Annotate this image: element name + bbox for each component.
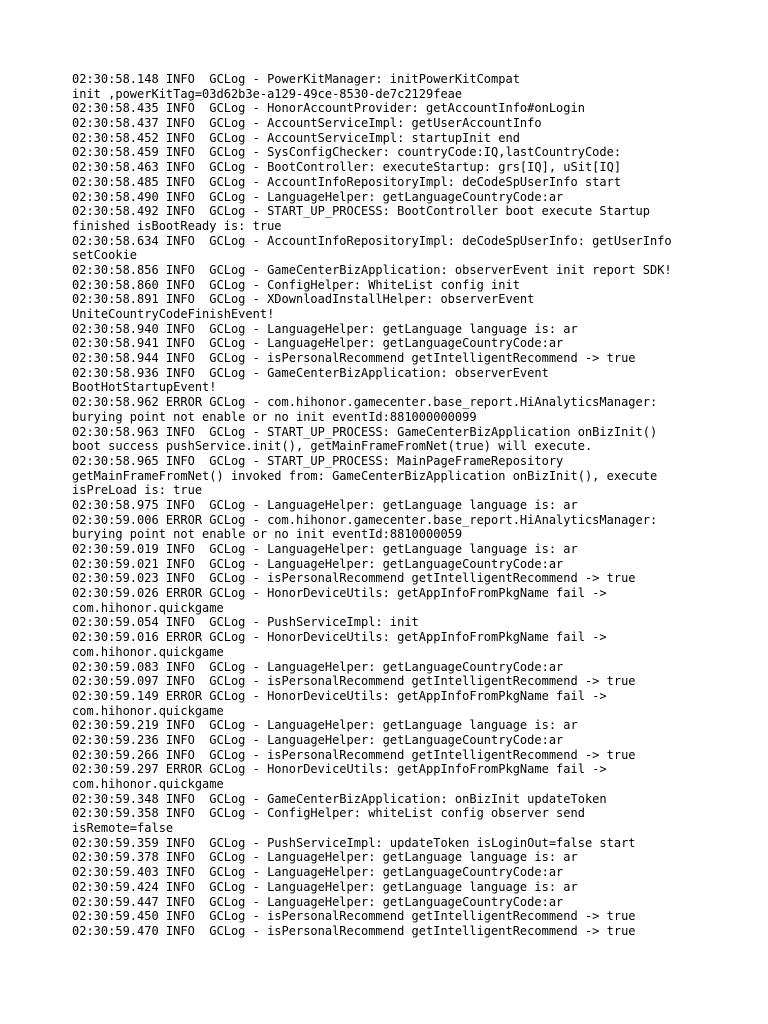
- log-line: 02:30:58.940 INFO GCLog - LanguageHelper: getLanguage language is: ar: [72, 321, 578, 336]
- log-line: 02:30:59.297 ERROR GCLog - HonorDeviceUtils: getAppInfoFromPkgName fail ->: [72, 762, 607, 777]
- log-line: getMainFrameFromNet() invoked from: GameCenterBizApplication onBizInit(), execute: [72, 468, 658, 483]
- log-line: 02:30:59.023 INFO GCLog - isPersonalRecommend getIntelligentRecommend -> true: [72, 571, 636, 586]
- log-line: 02:30:58.963 INFO GCLog - START_UP_PROCESS: GameCenterBizApplication onBizInit(): [72, 424, 658, 439]
- log-line: 02:30:59.149 ERROR GCLog - HonorDeviceUtils: getAppInfoFromPkgName fail ->: [72, 688, 607, 703]
- log-line: 02:30:58.452 INFO GCLog - AccountServiceImpl: startupInit end: [72, 130, 520, 145]
- log-line: setCookie: [72, 248, 138, 263]
- log-line: 02:30:58.962 ERROR GCLog - com.hihonor.gamecenter.base_report.HiAnalyticsManager:: [72, 395, 658, 410]
- log-line: 02:30:58.492 INFO GCLog - START_UP_PROCESS: BootController boot execute Startup: [72, 204, 650, 219]
- log-line: 02:30:59.019 INFO GCLog - LanguageHelper: getLanguage language is: ar: [72, 542, 578, 556]
- log-line: 02:30:58.860 INFO GCLog - ConfigHelper: WhiteList config init: [72, 277, 520, 292]
- log-line: 02:30:59.006 ERROR GCLog - com.hihonor.gamecenter.base_report.HiAnalyticsManager:: [72, 512, 658, 527]
- log-line: 02:30:59.021 INFO GCLog - LanguageHelper: getLanguageCountryCode:ar: [72, 556, 564, 571]
- log-line: 02:30:58.944 INFO GCLog - isPersonalRecommend getIntelligentRecommend -> true: [72, 351, 636, 366]
- log-line: 02:30:59.348 INFO GCLog - GameCenterBizApplication: onBizInit updateToken: [72, 791, 607, 806]
- log-line: 02:30:59.219 INFO GCLog - LanguageHelper: getLanguage language is: ar: [72, 718, 578, 733]
- log-line: 02:30:59.054 INFO GCLog - PushServiceImpl: init: [72, 615, 419, 630]
- log-line: com.hihonor.quickgame: [72, 644, 224, 659]
- log-line: 02:30:58.490 INFO GCLog - LanguageHelper: getLanguageCountryCode:ar: [72, 189, 564, 204]
- log-line: 02:30:58.463 INFO GCLog - BootController: executeStartup: grs[IQ], uSit[IQ]: [72, 160, 622, 175]
- log-line: 02:30:59.236 INFO GCLog - LanguageHelper: getLanguageCountryCode:ar: [72, 732, 564, 747]
- log-line: 02:30:59.266 INFO GCLog - isPersonalRecommend getIntelligentRecommend -> true: [72, 747, 636, 762]
- log-line: isRemote=false: [72, 821, 174, 836]
- log-line: 02:30:58.965 INFO GCLog - START_UP_PROCESS: MainPageFrameRepository: [72, 453, 564, 468]
- log-line: burying point not enable or no init eventId:881000000099: [72, 409, 477, 424]
- log-line: 02:30:58.148 INFO GCLog - PowerKitManager: initPowerKitCompat: [72, 72, 520, 86]
- log-line: 02:30:59.016 ERROR GCLog - HonorDeviceUtils: getAppInfoFromPkgName fail ->: [72, 630, 607, 645]
- log-line: 02:30:59.026 ERROR GCLog - HonorDeviceUtils: getAppInfoFromPkgName fail ->: [72, 586, 607, 601]
- log-line: 02:30:59.359 INFO GCLog - PushServiceImpl: updateToken isLoginOut=false start: [72, 835, 636, 850]
- log-line: 02:30:59.470 INFO GCLog - isPersonalRecommend getIntelligentRecommend -> true: [72, 923, 636, 938]
- log-line: boot success pushService.init(), getMainFrameFromNet(true) will execute.: [72, 439, 593, 454]
- log-line: 02:30:59.097 INFO GCLog - isPersonalRecommend getIntelligentRecommend -> true: [72, 674, 636, 689]
- log-line: 02:30:59.403 INFO GCLog - LanguageHelper: getLanguageCountryCode:ar: [72, 865, 564, 880]
- log-line: 02:30:59.358 INFO GCLog - ConfigHelper: whiteList config observer send: [72, 806, 585, 821]
- log-line: com.hihonor.quickgame: [72, 703, 224, 718]
- log-line: UniteCountryCodeFinishEvent!: [72, 307, 275, 321]
- log-line: init ,powerKitTag=03d62b3e-a129-49ce-8530-de7c2129feae: [72, 86, 463, 101]
- log-line: 02:30:58.941 INFO GCLog - LanguageHelper: getLanguageCountryCode:ar: [72, 336, 564, 351]
- log-line: 02:30:58.437 INFO GCLog - AccountServiceImpl: getUserAccountInfo: [72, 116, 542, 131]
- log-line: 02:30:58.459 INFO GCLog - SysConfigChecker: countryCode:IQ,lastCountryCode:: [72, 145, 622, 160]
- log-line: com.hihonor.quickgame: [72, 777, 224, 791]
- log-line: 02:30:59.083 INFO GCLog - LanguageHelper: getLanguageCountryCode:ar: [72, 659, 564, 674]
- log-line: burying point not enable or no init eventId:8810000059: [72, 527, 463, 542]
- log-text-block: [72, 72, 712, 939]
- log-line: 02:30:58.891 INFO GCLog - XDownloadInstallHelper: observerEvent: [72, 292, 535, 307]
- log-line: 02:30:58.975 INFO GCLog - LanguageHelper: getLanguage language is: ar: [72, 497, 578, 512]
- log-line: finished isBootReady is: true: [72, 218, 282, 233]
- log-line: 02:30:59.450 INFO GCLog - isPersonalRecommend getIntelligentRecommend -> true: [72, 909, 636, 924]
- log-line: 02:30:58.856 INFO GCLog - GameCenterBizApplication: observerEvent init report SDK!: [72, 262, 672, 277]
- log-line: com.hihonor.quickgame: [72, 600, 224, 615]
- log-line: BootHotStartupEvent!: [72, 380, 217, 395]
- log-line: isPreLoad is: true: [72, 483, 203, 498]
- log-line: 02:30:58.634 INFO GCLog - AccountInfoRepositoryImpl: deCodeSpUserInfo: getUserInfo: [72, 233, 672, 248]
- log-line: 02:30:58.936 INFO GCLog - GameCenterBizApplication: observerEvent: [72, 365, 549, 380]
- log-line: 02:30:58.435 INFO GCLog - HonorAccountProvider: getAccountInfo#onLogin: [72, 101, 585, 116]
- log-line: 02:30:59.424 INFO GCLog - LanguageHelper: getLanguage language is: ar: [72, 879, 578, 894]
- log-line: 02:30:59.447 INFO GCLog - LanguageHelper: getLanguageCountryCode:ar: [72, 894, 564, 909]
- log-line: 02:30:58.485 INFO GCLog - AccountInfoRepositoryImpl: deCodeSpUserInfo start: [72, 174, 622, 189]
- log-line: 02:30:59.378 INFO GCLog - LanguageHelper: getLanguage language is: ar: [72, 850, 578, 865]
